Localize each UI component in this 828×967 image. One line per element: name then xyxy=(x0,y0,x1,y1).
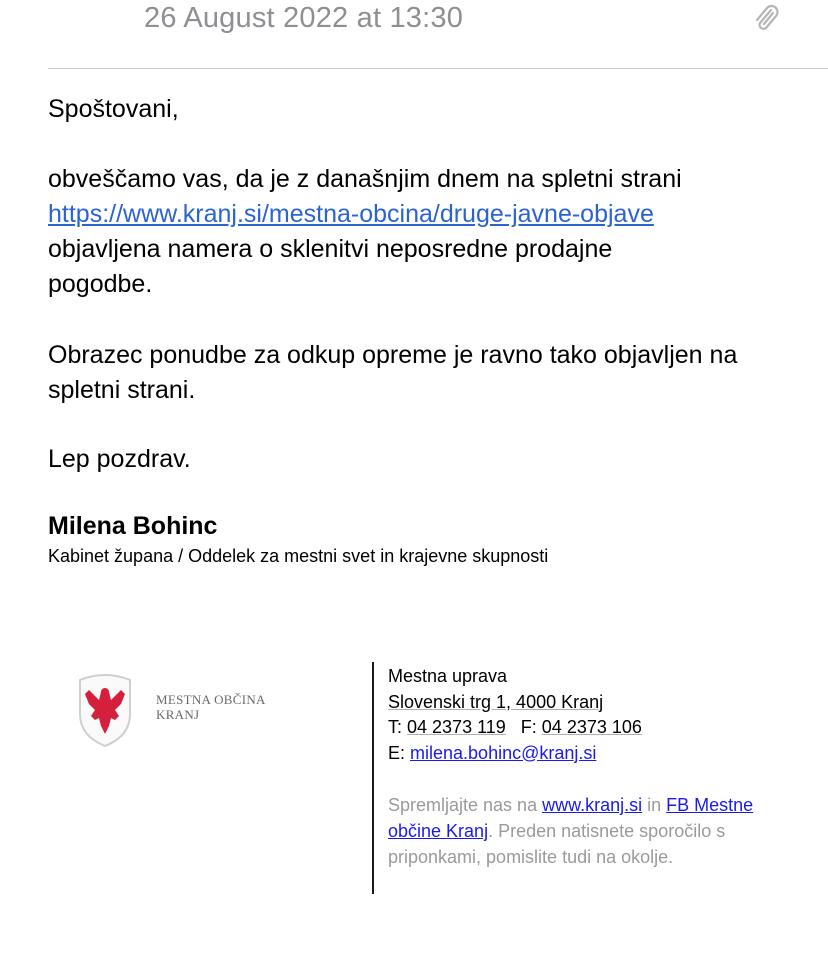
email-link[interactable]: milena.bohinc@kranj.si xyxy=(410,742,597,763)
closing: Lep pozdrav. xyxy=(48,445,191,473)
message-date: 26 August 2022 at 13:30 xyxy=(144,2,464,34)
fax-number[interactable]: 04 2373 106 xyxy=(541,717,642,737)
email-label: E: xyxy=(388,742,411,763)
greeting: Spoštovani, xyxy=(48,95,179,123)
fax-label: F: xyxy=(520,717,542,737)
logo-line-1: MESTNA OBČINA xyxy=(156,692,266,707)
main-paragraph xyxy=(48,162,788,302)
coat-of-arms-icon xyxy=(74,670,136,748)
signature-divider xyxy=(372,662,374,894)
message-header xyxy=(0,0,828,70)
contact-block xyxy=(388,664,642,766)
second-paragraph: Obrazec ponudbe za odkup opreme je ravno tako objavljen na spletni strani. xyxy=(48,341,738,404)
email-line xyxy=(388,741,642,767)
publications-link[interactable]: https://www.kranj.si/mestna-obcina/druge-javne-objave xyxy=(48,200,654,228)
phone-number[interactable]: 04 2373 119 xyxy=(407,717,506,737)
facebook-link[interactable]: FB Mestne občine Kranj xyxy=(388,795,754,841)
phone-fax-line xyxy=(388,715,642,741)
header-divider xyxy=(48,68,828,69)
office-name: Mestna uprava xyxy=(388,666,508,686)
signature-name: Milena Bohinc xyxy=(48,512,218,540)
municipality-logo xyxy=(74,670,294,750)
main-intro-text: obveščamo vas, da je z današnjim dnem na spletni strani xyxy=(48,165,682,193)
follow-mid: in xyxy=(642,795,667,815)
address xyxy=(388,690,642,716)
environment-note: . Preden natisnete sporočilo s priponkami, pomislite tudi na okolje. xyxy=(388,821,726,867)
website-link[interactable]: www.kranj.si xyxy=(542,795,643,815)
address-link[interactable]: Slovenski trg 1, 4000 Kranj xyxy=(388,691,604,712)
logo-text xyxy=(156,692,266,722)
follow-prefix: Spremljajte nas na xyxy=(388,795,543,815)
footer-note xyxy=(388,792,758,870)
main-rest-text: objavljena namera o sklenitvi neposredne prodajne pogodbe. xyxy=(48,235,613,298)
signature-department: Kabinet župana / Oddelek za mestni svet in krajevne skupnosti xyxy=(48,546,549,566)
phone-label: T: xyxy=(388,717,408,737)
paperclip-icon[interactable] xyxy=(752,4,782,36)
logo-line-2: KRANJ xyxy=(156,707,200,722)
